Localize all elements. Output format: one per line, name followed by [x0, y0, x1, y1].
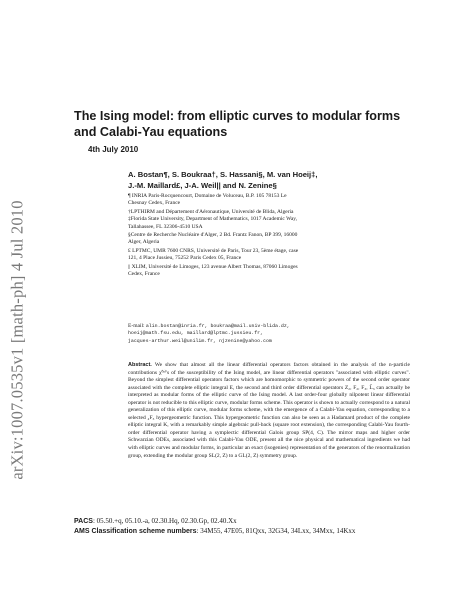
affiliation-block — [128, 248, 398, 263]
abstract-text: We show that almost all the linear differential operators factors obtained in the analysis of the n-particle contributions χ̃⁽ⁿ⁾'s of the susceptibility of the Ising model, are linear differential operators "associated with elliptic curves". Beyond the simplest differential operators factors which are homomorphic to symmetric powers of the second order operator associated with the complete elliptic integral E, the second and third order differential operators Z₂, F₂, F₃, L̃₃ can actually be interpreted as modular forms of the elliptic curve of the Ising model. A last order-four globally nilpotent linear differential operator is not reducible to this elliptic curve, modular forms scheme. This operator is shown to actually correspond to a natural generalization of this elliptic curve, modular forms scheme, with the emergence of a Calabi-Yau equation, corresponding to a selected ₄F₃ hypergeometric function. This hypergeometric function can also be seen as a Hadamard product of the complete elliptic integral K, with a remarkably simple algebraic pull-back (square root extension), the corresponding Calabi-Yau fourth-order differential operator having a symplectic differential Galois group SP(4, C). The mirror maps and higher order Schwarzian ODEs, associated with this Calabi-Yau ODE, present all the nice physical and mathematical ingredients we had with elliptic curves and modular forms, in particular an exact (isogenies) representation of the generators of the renormalization group, extending the modular group SL(2, Z) to a GL(2, Z) symmetry group. — [128, 362, 410, 459]
affiliation-line: †LPTHIRM and Département d'Aéronautique, Université de Blida, Algeria — [128, 208, 294, 215]
affiliation-line: Cedex, France — [128, 271, 160, 278]
affiliation-line: || XLIM, Université de Limoges, 123 avenue Albert Thomas, 87060 Limoges — [128, 263, 298, 270]
pacs-values: : 05.50.+q, 05.10.-a, 02.30.Hq, 02.30.Gp, 02.40.Xx — [92, 517, 237, 525]
arxiv-identifier-text: arXiv:1007.0535v1 [math-ph] 4 Jul 2010 — [8, 200, 28, 480]
arxiv-identifier-stamp — [4, 150, 32, 530]
email-addresses[interactable]: alin.bostan@inria.fr, boukraa@mail.univ-blida.dz, — [145, 324, 290, 329]
email-addresses[interactable]: hoeij@math.fsu.edu, maillard@lptmc.jussieu.fr, — [128, 331, 264, 337]
abstract-label: Abstract. — [128, 362, 152, 368]
affiliation-line: ¶ INRIA Paris-Rocquencourt, Domaine de Voluceau, B.P. 105 78153 Le — [128, 193, 287, 199]
affiliation-block — [128, 264, 398, 279]
affiliation-line: Chesnay Cedex, France — [128, 200, 181, 207]
ams-classification — [74, 526, 404, 537]
ams-label: AMS Classification scheme numbers — [74, 528, 197, 535]
email-addresses[interactable]: jacques-arthur.weil@unilim.fr, njzenine@yahoo.com — [128, 338, 272, 344]
paper-date: 4th July 2010 — [88, 145, 139, 154]
affiliation-line: 121, 4 Place Jussieu, 75252 Paris Cedex 05, France — [128, 255, 242, 262]
affiliations — [128, 193, 398, 278]
affiliation-line: Alger, Algeria — [128, 239, 160, 246]
affiliation-line: §Centre de Recherche Nucléaire d'Alger, 2 Bd. Frantz Fanon, BP 399, 16000 — [128, 232, 298, 239]
abstract — [128, 362, 410, 460]
affiliation-line: Tallahassee, FL 32306-4510 USA — [128, 223, 203, 230]
affiliation-line: £ LPTMC, UMR 7600 CNRS, Université de Paris, Tour 23, 5ème étage, case — [128, 247, 299, 254]
author-line: A. Bostan¶, S. Boukraa†, S. Hassani§, M. van Hoeij‡, — [128, 170, 318, 179]
author-list — [128, 169, 388, 191]
paper-title: The Ising model: from elliptic curves to modular forms and Calabi-Yau equations — [74, 109, 401, 139]
pacs-label: PACS — [74, 518, 93, 525]
affiliation-block — [128, 209, 398, 231]
author-line: J.-M. Maillard£, J-A. Weil|| and N. Zenine§ — [128, 181, 277, 190]
email-line — [128, 323, 408, 330]
email-block — [128, 323, 408, 345]
affiliation-block — [128, 193, 398, 208]
email-label: E-mail: — [128, 323, 145, 329]
affiliation-block — [128, 232, 398, 247]
ams-values: : 34M55, 47E05, 81Qxx, 32G34, 34Lxx, 34Mxx, 14Kxx — [196, 527, 356, 535]
affiliation-line: ‡Florida State University, Department of Mathematics, 1017 Academic Way, — [128, 216, 298, 223]
